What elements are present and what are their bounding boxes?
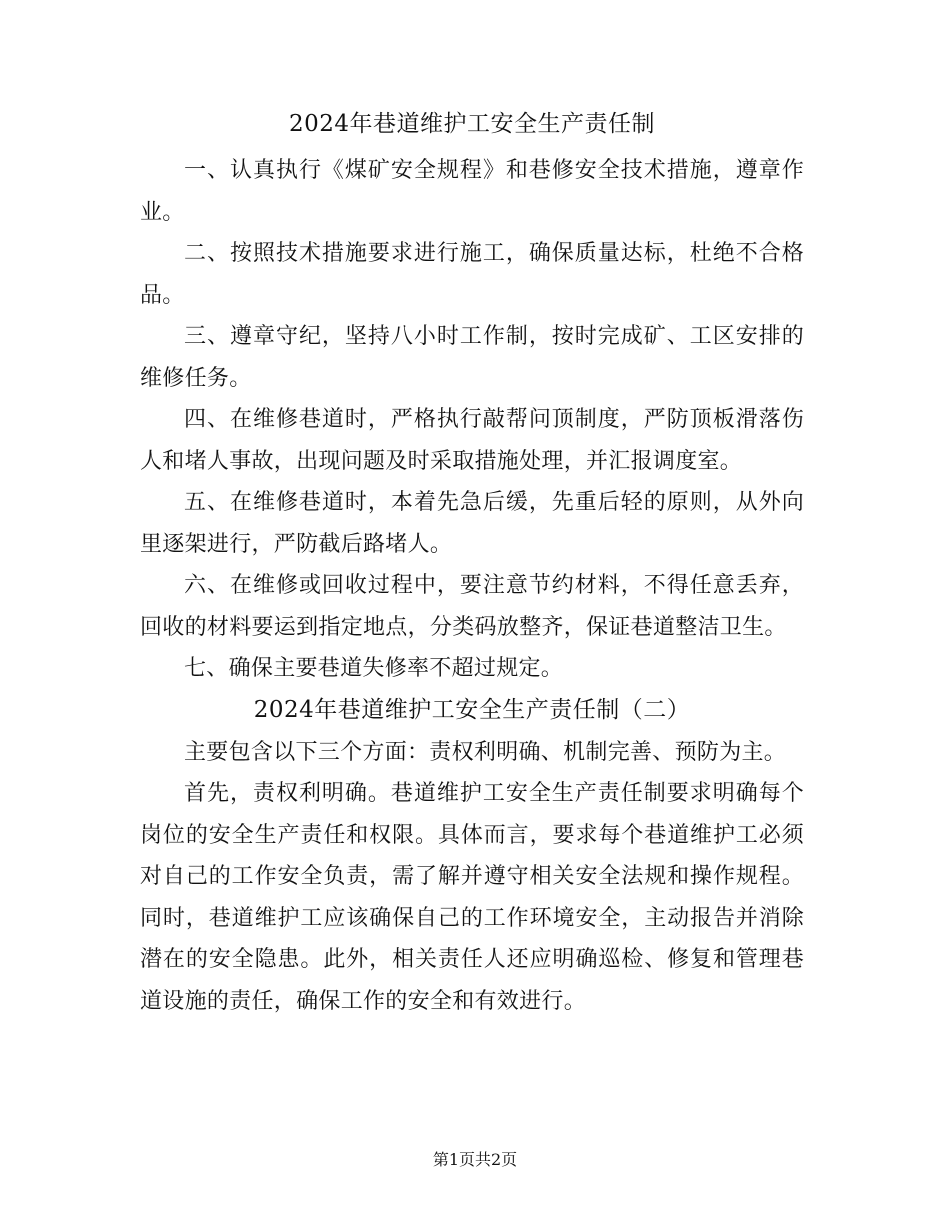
section-2-intro: 主要包含以下三个方面：责权利明确、机制完善、预防为主。 [184,739,787,765]
paragraph-item-4: 四、在维修巷道时，严格执行敲帮问顶制度，严防顶板滑落伤人和堵人事故，出现问题及时采取措施处理，并汇报调度室。 [140,407,804,474]
page-footer: 第1页共2页 [432,1150,518,1169]
paragraph-item-7: 七、确保主要巷道失修率不超过规定。 [184,656,564,681]
paragraph-item-2: 二、按照技术措施要求进行施工，确保质量达标，杜绝不合格品。 [140,241,804,308]
section-1-body [140,150,804,690]
paragraph-item-3: 三、遵章守纪，坚持八小时工作制，按时完成矿、工区安排的维修任务。 [140,324,804,391]
paragraph-item-5: 五、在维修巷道时，本着先急后缓，先重后轻的原则，从外向里逐架进行，严防截后路堵人。 [140,490,804,557]
paragraph-item-6: 六、在维修或回收过程中，要注意节约材料，不得任意丢弃，回收的材料要运到指定地点，分类码放整齐，保证巷道整洁卫生。 [140,573,804,640]
section-2-title: 2024年巷道维护工安全生产责任制（二） [253,696,691,723]
section-2-paragraph: 首先，责权利明确。巷道维护工安全生产责任制要求明确每个岗位的安全生产责任和权限。具体而言，要求每个巷道维护工必须对自己的工作安全负责，需了解并遵守相关安全法规和操作规程。同时，巷道维护工应该确保自己的工作环境安全，主动报告并消除潜在的安全隐患。此外，相关责任人还应明确巡检、修复和管理巷道设施的责任，确保工作的安全和有效进行。 [140,781,804,1014]
paragraph-item-1: 一、认真执行《煤矿安全规程》和巷修安全技术措施，遵章作业。 [140,158,804,225]
section-2-body [140,732,804,1023]
document-title: 2024年巷道维护工安全生产责任制 [288,111,656,137]
